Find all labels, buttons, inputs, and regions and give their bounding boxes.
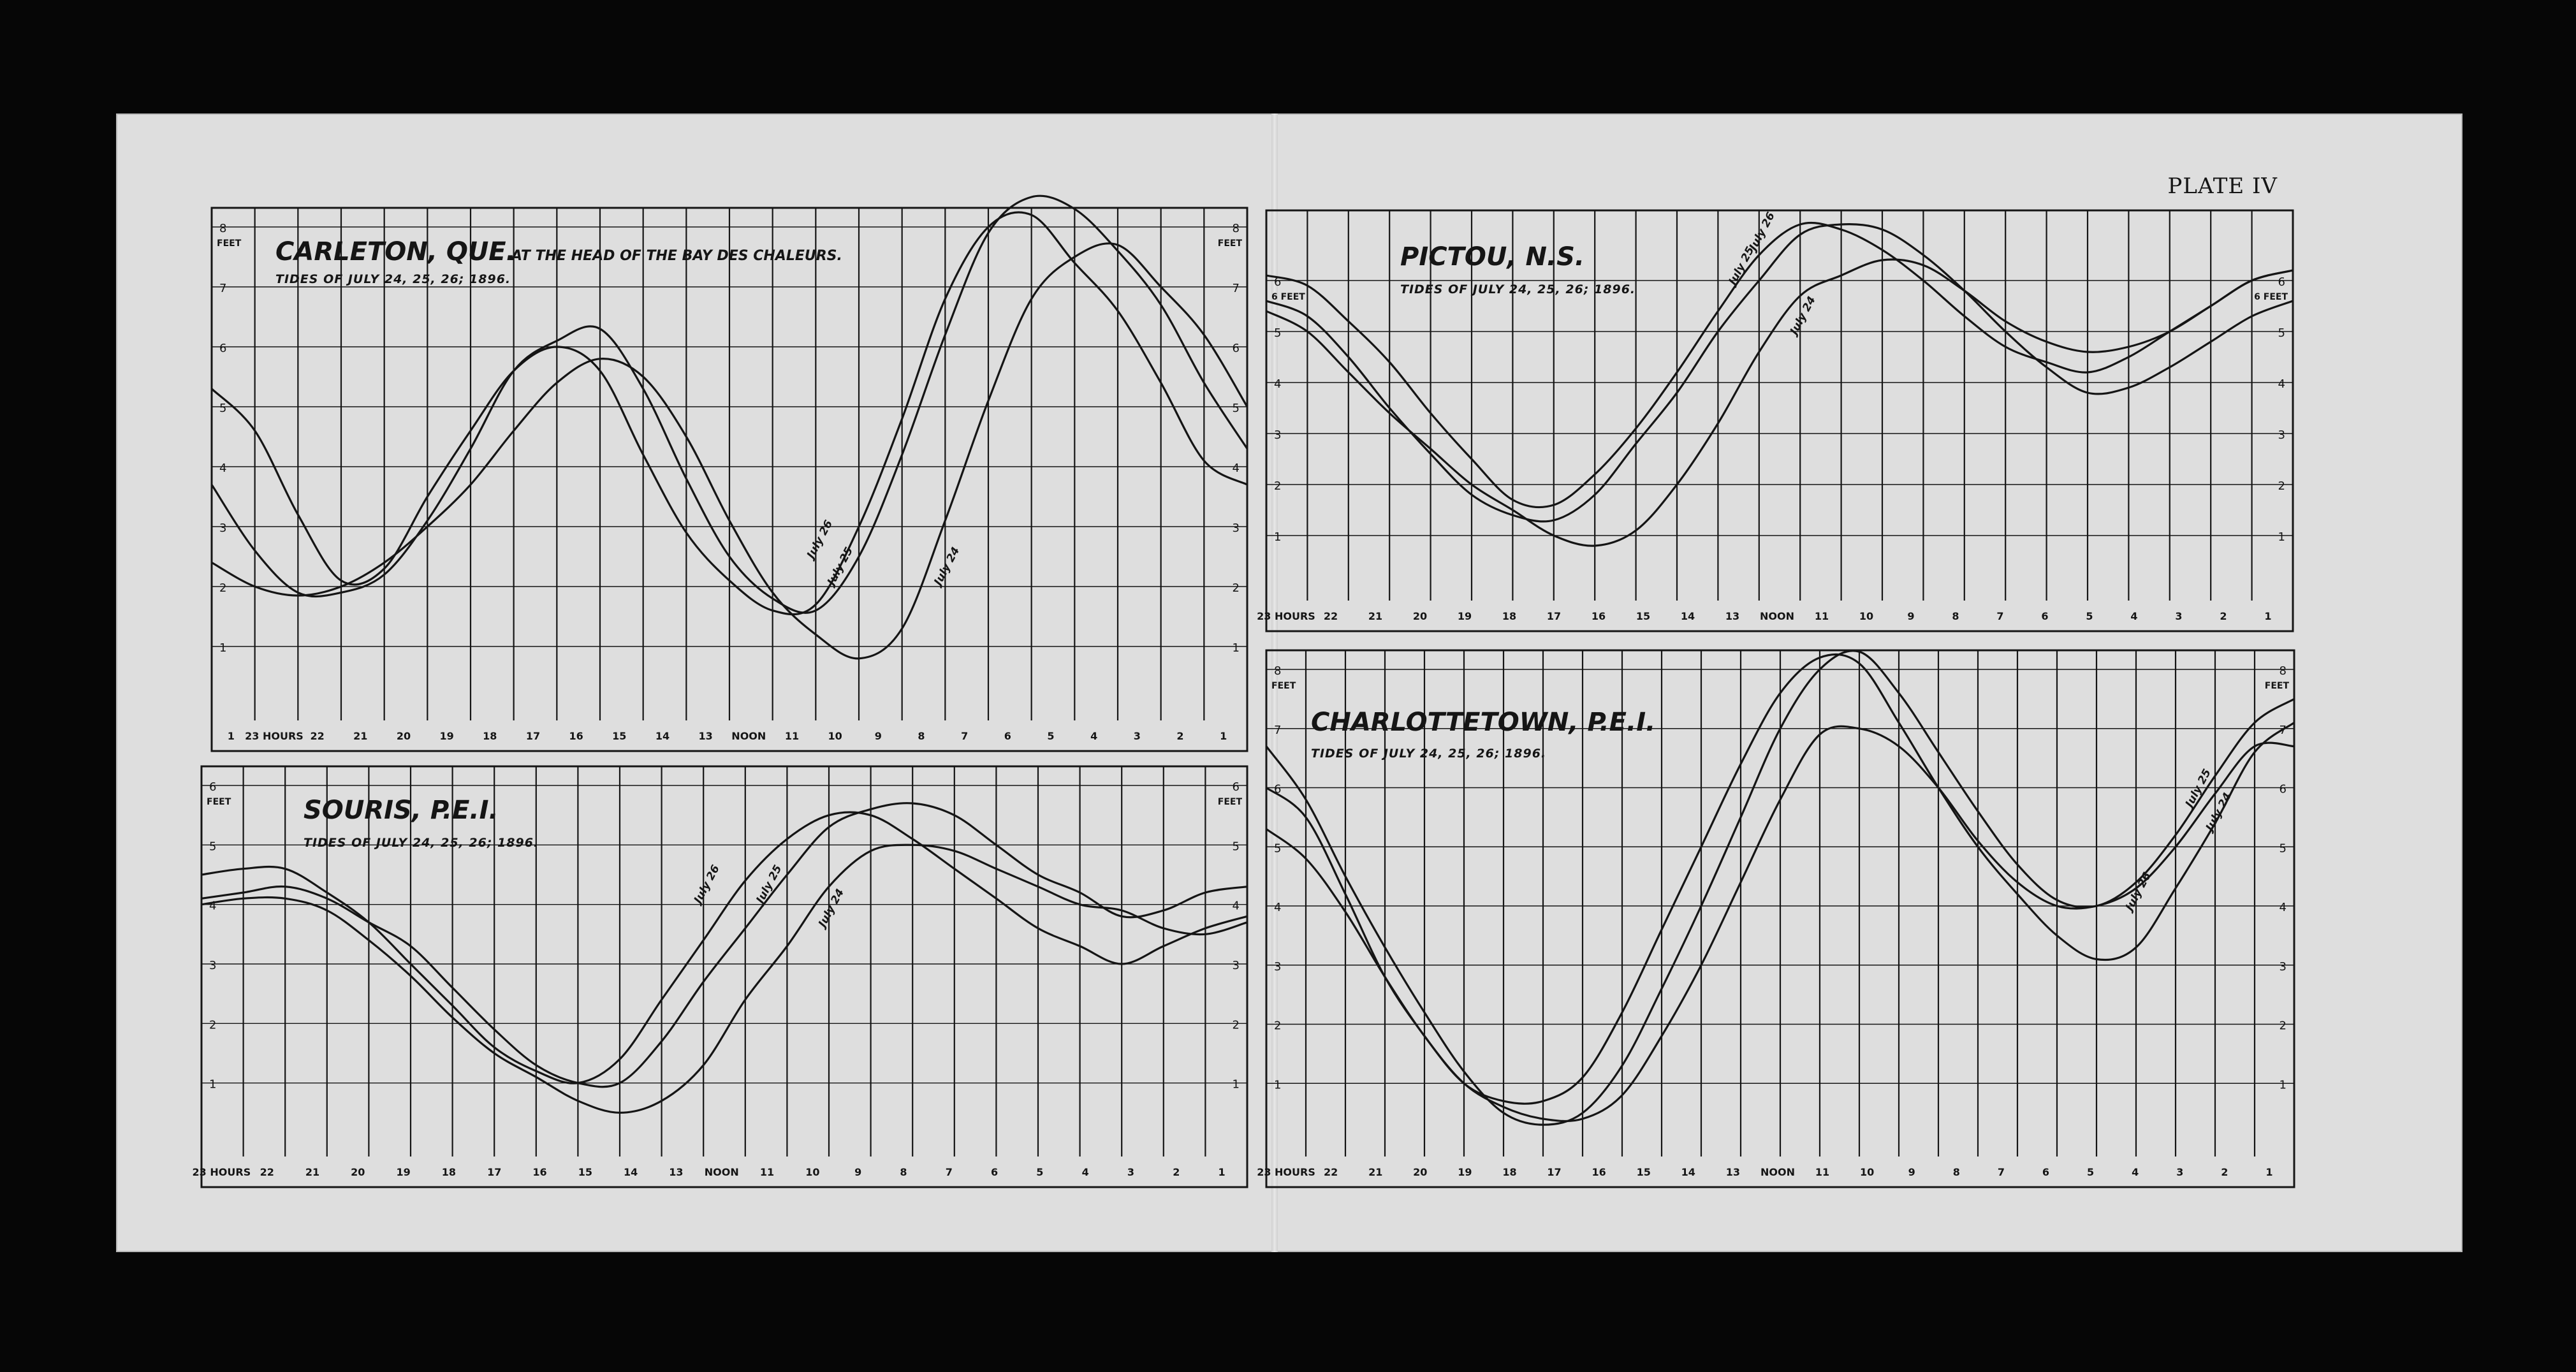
x-tick-label: 23 HOURS <box>192 1166 251 1178</box>
pictou-title: PICTOU, N.S. <box>1400 242 1585 272</box>
x-tick-label: 9 <box>854 1166 862 1178</box>
carleton-subtitle: TIDES OF JULY 24, 25, 26; 1896. <box>275 272 511 286</box>
y-tick-label: 2 <box>209 1018 217 1032</box>
charlottetown-chart <box>1257 650 2294 1187</box>
y-tick-label: 3 <box>1274 428 1282 442</box>
series-label: July 25 <box>2183 766 2214 810</box>
x-tick-label: 6 <box>2041 610 2049 622</box>
y-tick-label: 6 <box>1232 342 1240 355</box>
charlottetown-title: CHARLOTTETOWN, P.E.I. <box>1311 708 1656 737</box>
series-line <box>1266 259 2293 546</box>
x-tick-label: 15 <box>612 730 627 742</box>
x-tick-label: 14 <box>1681 1166 1695 1178</box>
carleton-title-extra: AT THE HEAD OF THE BAY DES CHALEURS. <box>511 248 842 264</box>
x-tick-label: 2 <box>2220 610 2227 622</box>
series-label: July 25 <box>754 863 785 906</box>
y-tick-label: 5 <box>1274 326 1282 340</box>
x-tick-label: 19 <box>1458 1166 1472 1178</box>
x-tick-label: 3 <box>1133 730 1141 742</box>
series-label: July 26 <box>1746 210 1778 253</box>
plate-label: PLATE IV <box>2167 173 2278 199</box>
x-tick-label: 9 <box>1908 1166 1915 1178</box>
series-label: July 24 <box>816 886 847 930</box>
souris-subtitle: TIDES OF JULY 24, 25, 26; 1896. <box>304 836 539 850</box>
x-tick-label: 14 <box>655 730 670 742</box>
y-tick-label: 8 <box>219 222 227 235</box>
y-tick-label: 8 <box>1274 664 1282 678</box>
x-tick-label: 8 <box>918 730 925 742</box>
y-tick-label: 4 <box>1274 377 1282 391</box>
x-tick-label: 4 <box>2132 1166 2139 1178</box>
x-tick-label: 10 <box>805 1166 820 1178</box>
x-tick-label: 8 <box>1952 1166 1960 1178</box>
y-tick-label: 3 <box>2279 960 2287 974</box>
x-tick-label: 21 <box>1368 610 1383 622</box>
y-tick-label: 3 <box>219 522 227 535</box>
series-label: July 24 <box>2203 791 2234 833</box>
carleton-title: CARLETON, QUE. <box>275 237 516 266</box>
y-tick-label: 4 <box>1232 899 1240 913</box>
y-tick-label: 4 <box>209 899 217 913</box>
x-tick-label: 10 <box>1859 610 1874 622</box>
y-tick-label: 4 <box>2278 377 2285 391</box>
x-tick-label: 3 <box>2175 610 2183 622</box>
x-tick-label: 9 <box>874 730 882 742</box>
x-tick-label: 16 <box>1592 1166 1606 1178</box>
y-tick-label: 2 <box>1274 479 1282 493</box>
y-tick-label: 5 <box>219 402 227 415</box>
y-tick-label: 5 <box>2279 842 2287 856</box>
feet-label: 6 FEET <box>1271 292 1305 302</box>
y-tick-label: 2 <box>1232 581 1240 595</box>
x-tick-label: 15 <box>1636 1166 1651 1178</box>
x-tick-label: 13 <box>1725 610 1740 622</box>
y-tick-label: 7 <box>1232 282 1240 295</box>
x-tick-label: 18 <box>1502 610 1517 622</box>
x-tick-label: 11 <box>1814 610 1829 622</box>
x-tick-label: 9 <box>1907 610 1915 622</box>
y-tick-label: 2 <box>2279 1019 2287 1033</box>
x-tick-label: 7 <box>1996 610 2004 622</box>
x-tick-label: NOON <box>704 1166 739 1178</box>
x-tick-label: 8 <box>900 1166 907 1178</box>
feet-label: FEET <box>2264 681 2289 691</box>
charlottetown-subtitle: TIDES OF JULY 24, 25, 26; 1896. <box>1311 747 1547 761</box>
series-label: July 26 <box>691 863 722 906</box>
y-tick-label: 8 <box>1232 222 1240 235</box>
x-tick-label: 22 <box>1323 610 1338 622</box>
x-tick-label: 6 <box>990 1166 999 1178</box>
souris-chart <box>193 766 1247 1187</box>
y-tick-label: 5 <box>209 840 217 854</box>
y-tick-label: 3 <box>1232 522 1240 535</box>
y-tick-label: 6 <box>209 780 217 794</box>
x-tick-label: 1 <box>227 730 235 742</box>
x-tick-label: 13 <box>1725 1166 1741 1178</box>
y-tick-label: 2 <box>2278 479 2285 493</box>
x-tick-label: 18 <box>441 1166 457 1178</box>
feet-label: FEET <box>1217 238 1242 249</box>
x-tick-label: 17 <box>525 730 541 742</box>
series-line <box>201 845 1247 1113</box>
series-label: July 25 <box>1726 244 1757 288</box>
y-tick-label: 1 <box>1232 641 1240 655</box>
y-tick-label: 2 <box>219 581 227 595</box>
x-tick-label: 18 <box>1502 1166 1517 1178</box>
y-tick-label: 7 <box>219 282 227 295</box>
x-tick-label: 22 <box>310 730 325 742</box>
series-label: July 26 <box>804 518 836 561</box>
x-tick-label: 20 <box>351 1166 365 1178</box>
x-tick-label: 16 <box>1591 610 1606 622</box>
x-tick-label: 13 <box>669 1166 684 1178</box>
x-tick-label: 6 <box>1004 730 1011 742</box>
x-tick-label: 10 <box>1860 1166 1875 1178</box>
y-tick-label: 3 <box>2278 428 2285 442</box>
x-tick-label: 18 <box>483 730 497 742</box>
x-tick-label: 23 HOURS <box>1257 1166 1315 1178</box>
x-tick-label: 22 <box>260 1166 274 1178</box>
series-label: July 24 <box>1787 294 1819 337</box>
y-tick-label: 5 <box>1232 402 1240 415</box>
feet-label: FEET <box>1217 797 1242 807</box>
feet-label: FEET <box>207 797 231 807</box>
x-tick-label: 16 <box>532 1166 547 1178</box>
y-tick-label: 1 <box>1274 530 1282 544</box>
pictou-chart <box>1257 210 2293 631</box>
x-tick-label: 21 <box>353 730 368 742</box>
x-tick-label: 22 <box>1323 1166 1338 1178</box>
y-tick-label: 2 <box>1232 1018 1240 1032</box>
y-tick-label: 4 <box>1274 901 1282 914</box>
x-tick-label: 5 <box>2086 610 2093 622</box>
x-tick-label: 16 <box>569 730 583 742</box>
y-tick-label: 2 <box>1274 1019 1282 1033</box>
x-tick-label: 2 <box>1176 730 1184 742</box>
y-tick-label: 8 <box>2279 664 2287 678</box>
y-tick-label: 1 <box>2279 1078 2287 1092</box>
y-tick-label: 6 <box>1274 275 1282 289</box>
feet-label: FEET <box>1271 681 1296 691</box>
x-tick-label: 8 <box>1952 610 1959 622</box>
y-tick-label: 6 <box>1274 782 1282 796</box>
x-tick-label: 5 <box>2087 1166 2095 1178</box>
y-tick-label: 5 <box>1274 842 1282 856</box>
series-label: July 25 <box>824 544 856 588</box>
x-tick-label: 17 <box>1547 1166 1562 1178</box>
x-tick-label: 20 <box>1412 610 1428 622</box>
x-tick-label: 11 <box>759 1166 775 1178</box>
x-tick-label: NOON <box>1760 1166 1795 1178</box>
x-tick-label: 17 <box>1546 610 1562 622</box>
pictou-frame <box>1266 210 2293 631</box>
x-tick-label: 19 <box>439 730 454 742</box>
x-tick-label: 7 <box>961 730 969 742</box>
x-tick-label: 3 <box>1127 1166 1135 1178</box>
x-tick-label: 23 HOURS <box>1257 610 1315 622</box>
y-tick-label: 6 <box>2279 782 2287 796</box>
y-tick-label: 4 <box>2279 901 2287 914</box>
series-line <box>201 812 1247 1083</box>
x-tick-label: 10 <box>828 730 842 742</box>
y-tick-label: 1 <box>1274 1078 1282 1092</box>
x-tick-label: 13 <box>698 730 713 742</box>
x-tick-label: 7 <box>945 1166 953 1178</box>
x-tick-label: 11 <box>1815 1166 1830 1178</box>
x-tick-label: 2 <box>1173 1166 1180 1178</box>
x-tick-label: 6 <box>2042 1166 2050 1178</box>
feet-label: FEET <box>217 238 242 249</box>
x-tick-label: 11 <box>784 730 800 742</box>
pictou-subtitle: TIDES OF JULY 24, 25, 26; 1896. <box>1400 282 1636 296</box>
x-tick-label: 3 <box>2176 1166 2184 1178</box>
x-tick-label: 2 <box>2221 1166 2228 1178</box>
y-tick-label: 3 <box>1232 959 1240 972</box>
x-tick-label: 14 <box>1680 610 1695 622</box>
x-tick-label: 21 <box>305 1166 320 1178</box>
x-tick-label: NOON <box>1760 610 1794 622</box>
y-tick-label: 7 <box>2279 723 2287 737</box>
x-tick-label: 19 <box>1457 610 1472 622</box>
y-tick-label: 5 <box>2278 326 2285 340</box>
x-tick-label: 7 <box>1997 1166 2005 1178</box>
x-tick-label: 1 <box>1220 730 1227 742</box>
x-tick-label: 19 <box>396 1166 411 1178</box>
x-tick-label: 15 <box>578 1166 592 1178</box>
x-tick-label: 4 <box>2130 610 2138 622</box>
souris-title: SOURIS, P.E.I. <box>304 796 499 825</box>
x-tick-label: 20 <box>396 730 411 742</box>
y-tick-label: 4 <box>219 462 227 475</box>
y-tick-label: 5 <box>1232 840 1240 854</box>
x-tick-label: NOON <box>731 730 766 742</box>
series-label: July 26 <box>2123 870 2154 913</box>
x-tick-label: 5 <box>1036 1166 1044 1178</box>
x-tick-label: 21 <box>1368 1166 1383 1178</box>
x-tick-label: 20 <box>1413 1166 1428 1178</box>
y-tick-label: 1 <box>209 1077 217 1091</box>
carleton-chart <box>212 196 1247 751</box>
x-tick-label: 1 <box>1218 1166 1226 1178</box>
y-tick-label: 6 <box>1232 780 1240 794</box>
x-tick-label: 1 <box>2264 610 2272 622</box>
series-label: July 24 <box>932 544 963 588</box>
x-tick-label: 15 <box>1636 610 1651 622</box>
y-tick-label: 3 <box>1274 960 1282 974</box>
x-tick-label: 4 <box>1081 1166 1089 1178</box>
y-tick-label: 7 <box>1274 723 1282 737</box>
x-tick-label: 14 <box>623 1166 638 1178</box>
y-tick-label: 1 <box>2278 530 2285 544</box>
y-tick-label: 4 <box>1232 462 1240 475</box>
feet-label: 6 FEET <box>2254 292 2288 302</box>
y-tick-label: 1 <box>219 641 227 655</box>
y-tick-label: 3 <box>209 959 217 972</box>
x-tick-label: 23 HOURS <box>245 730 304 742</box>
x-tick-label: 4 <box>1090 730 1098 742</box>
x-tick-label: 1 <box>2265 1166 2273 1178</box>
x-tick-label: 5 <box>1047 730 1055 742</box>
y-tick-label: 1 <box>1232 1077 1240 1091</box>
x-tick-label: 17 <box>487 1166 502 1178</box>
souris-frame <box>201 766 1247 1187</box>
y-tick-label: 6 <box>219 342 227 355</box>
y-tick-label: 6 <box>2278 275 2285 289</box>
